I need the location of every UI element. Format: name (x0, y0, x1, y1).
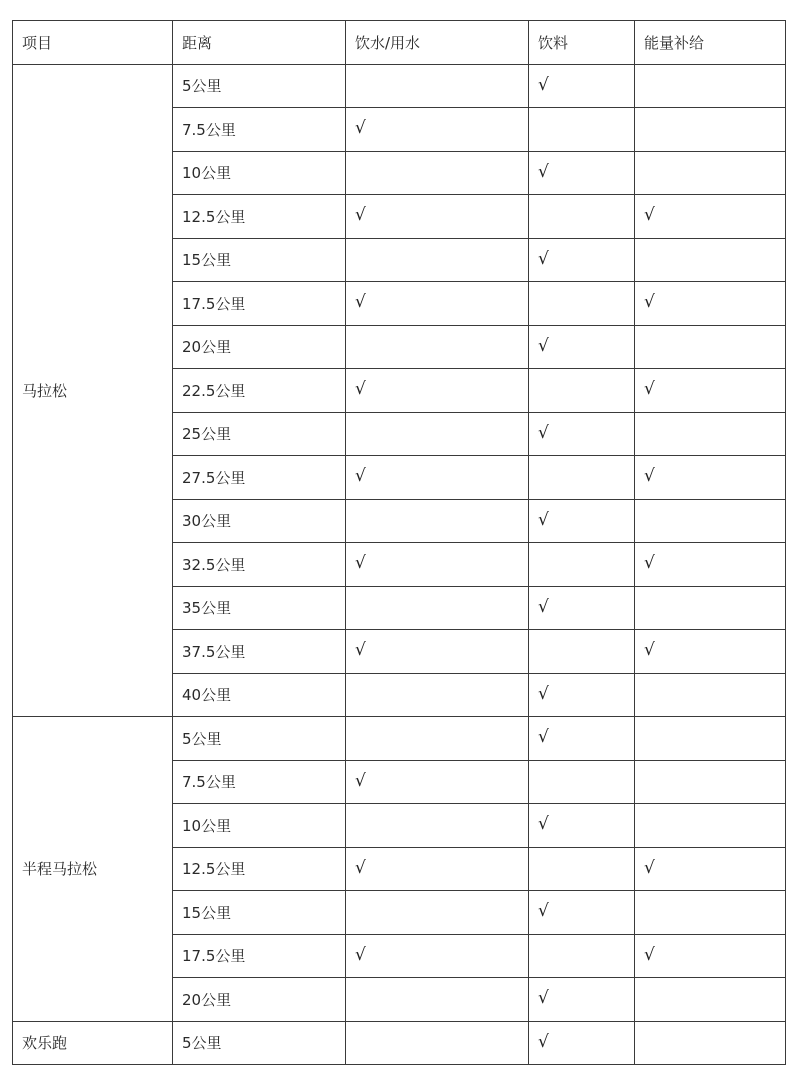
event-name-cell: 欢乐跑 (13, 1021, 173, 1065)
water-cell (346, 108, 529, 152)
header-event: 项目 (13, 21, 173, 65)
water-cell (346, 412, 529, 456)
checkmark-icon: √ (355, 640, 366, 661)
checkmark-icon: √ (355, 205, 366, 226)
checkmark-icon: √ (538, 727, 549, 748)
checkmark-icon: √ (355, 118, 366, 139)
drink-cell (529, 673, 635, 717)
distance-cell: 12.5公里 (173, 847, 346, 891)
checkmark-icon: √ (355, 379, 366, 400)
distance-cell: 17.5公里 (173, 934, 346, 978)
drink-cell (529, 499, 635, 543)
distance-cell: 15公里 (173, 891, 346, 935)
water-cell (346, 282, 529, 326)
table-row (13, 1021, 786, 1065)
table-row (13, 717, 786, 761)
checkmark-icon: √ (538, 988, 549, 1009)
energy-cell (635, 238, 786, 282)
checkmark-icon: √ (538, 335, 549, 356)
water-cell (346, 586, 529, 630)
checkmark-icon: √ (538, 248, 549, 269)
drink-cell (529, 195, 635, 239)
distance-cell: 10公里 (173, 804, 346, 848)
distance-cell: 5公里 (173, 1021, 346, 1065)
water-cell (346, 151, 529, 195)
checkmark-icon: √ (538, 596, 549, 617)
distance-cell: 7.5公里 (173, 760, 346, 804)
checkmark-icon: √ (644, 640, 655, 661)
water-cell (346, 891, 529, 935)
water-cell (346, 847, 529, 891)
drink-cell (529, 978, 635, 1022)
drink-cell (529, 1021, 635, 1065)
water-cell (346, 238, 529, 282)
checkmark-icon: √ (538, 901, 549, 922)
drink-cell (529, 456, 635, 500)
water-cell (346, 804, 529, 848)
water-cell (346, 64, 529, 108)
energy-cell (635, 804, 786, 848)
header-energy: 能量补给 (635, 21, 786, 65)
drink-cell (529, 630, 635, 674)
water-cell (346, 673, 529, 717)
checkmark-icon: √ (644, 553, 655, 574)
water-cell (346, 456, 529, 500)
checkmark-icon: √ (538, 509, 549, 530)
drink-cell (529, 412, 635, 456)
energy-cell (635, 586, 786, 630)
water-cell (346, 717, 529, 761)
distance-cell: 25公里 (173, 412, 346, 456)
distance-cell: 20公里 (173, 325, 346, 369)
distance-cell: 35公里 (173, 586, 346, 630)
distance-cell: 5公里 (173, 64, 346, 108)
energy-cell (635, 282, 786, 326)
distance-cell: 27.5公里 (173, 456, 346, 500)
distance-cell: 5公里 (173, 717, 346, 761)
checkmark-icon: √ (538, 161, 549, 182)
checkmark-icon: √ (538, 683, 549, 704)
drink-cell (529, 64, 635, 108)
checkmark-icon: √ (355, 466, 366, 487)
drink-cell (529, 325, 635, 369)
checkmark-icon: √ (644, 857, 655, 878)
checkmark-icon: √ (644, 292, 655, 313)
checkmark-icon: √ (538, 814, 549, 835)
energy-cell (635, 325, 786, 369)
checkmark-icon: √ (644, 205, 655, 226)
drink-cell (529, 586, 635, 630)
energy-cell (635, 151, 786, 195)
water-cell (346, 325, 529, 369)
header-drink: 饮料 (529, 21, 635, 65)
header-row (13, 21, 786, 65)
event-name-cell: 马拉松 (13, 64, 173, 717)
energy-cell (635, 717, 786, 761)
checkmark-icon: √ (538, 422, 549, 443)
water-cell (346, 934, 529, 978)
checkmark-icon: √ (355, 857, 366, 878)
water-cell (346, 630, 529, 674)
distance-cell: 22.5公里 (173, 369, 346, 413)
energy-cell (635, 630, 786, 674)
table-body (13, 64, 786, 1065)
distance-cell: 10公里 (173, 151, 346, 195)
energy-cell (635, 499, 786, 543)
energy-cell (635, 673, 786, 717)
water-cell (346, 499, 529, 543)
energy-cell (635, 760, 786, 804)
energy-cell (635, 1021, 786, 1065)
energy-cell (635, 369, 786, 413)
checkmark-icon: √ (538, 1031, 549, 1052)
drink-cell (529, 543, 635, 587)
table-row (13, 64, 786, 108)
distance-cell: 40公里 (173, 673, 346, 717)
distance-cell: 15公里 (173, 238, 346, 282)
water-cell (346, 760, 529, 804)
drink-cell (529, 108, 635, 152)
energy-cell (635, 195, 786, 239)
checkmark-icon: √ (355, 553, 366, 574)
drink-cell (529, 717, 635, 761)
header-water: 饮水/用水 (346, 21, 529, 65)
energy-cell (635, 456, 786, 500)
water-cell (346, 195, 529, 239)
water-cell (346, 369, 529, 413)
drink-cell (529, 151, 635, 195)
distance-cell: 37.5公里 (173, 630, 346, 674)
checkmark-icon: √ (644, 379, 655, 400)
checkmark-icon: √ (355, 770, 366, 791)
drink-cell (529, 282, 635, 326)
distance-cell: 32.5公里 (173, 543, 346, 587)
energy-cell (635, 978, 786, 1022)
distance-cell: 17.5公里 (173, 282, 346, 326)
drink-cell (529, 238, 635, 282)
drink-cell (529, 804, 635, 848)
drink-cell (529, 847, 635, 891)
distance-cell: 12.5公里 (173, 195, 346, 239)
checkmark-icon: √ (644, 944, 655, 965)
supply-station-table (12, 20, 786, 1065)
drink-cell (529, 760, 635, 804)
energy-cell (635, 847, 786, 891)
header-distance: 距离 (173, 21, 346, 65)
checkmark-icon: √ (644, 466, 655, 487)
distance-cell: 30公里 (173, 499, 346, 543)
checkmark-icon: √ (355, 944, 366, 965)
drink-cell (529, 891, 635, 935)
energy-cell (635, 108, 786, 152)
water-cell (346, 543, 529, 587)
energy-cell (635, 64, 786, 108)
water-cell (346, 1021, 529, 1065)
drink-cell (529, 934, 635, 978)
event-name-cell: 半程马拉松 (13, 717, 173, 1022)
distance-cell: 20公里 (173, 978, 346, 1022)
energy-cell (635, 412, 786, 456)
checkmark-icon: √ (538, 74, 549, 95)
distance-cell: 7.5公里 (173, 108, 346, 152)
energy-cell (635, 934, 786, 978)
drink-cell (529, 369, 635, 413)
energy-cell (635, 543, 786, 587)
water-cell (346, 978, 529, 1022)
checkmark-icon: √ (355, 292, 366, 313)
energy-cell (635, 891, 786, 935)
